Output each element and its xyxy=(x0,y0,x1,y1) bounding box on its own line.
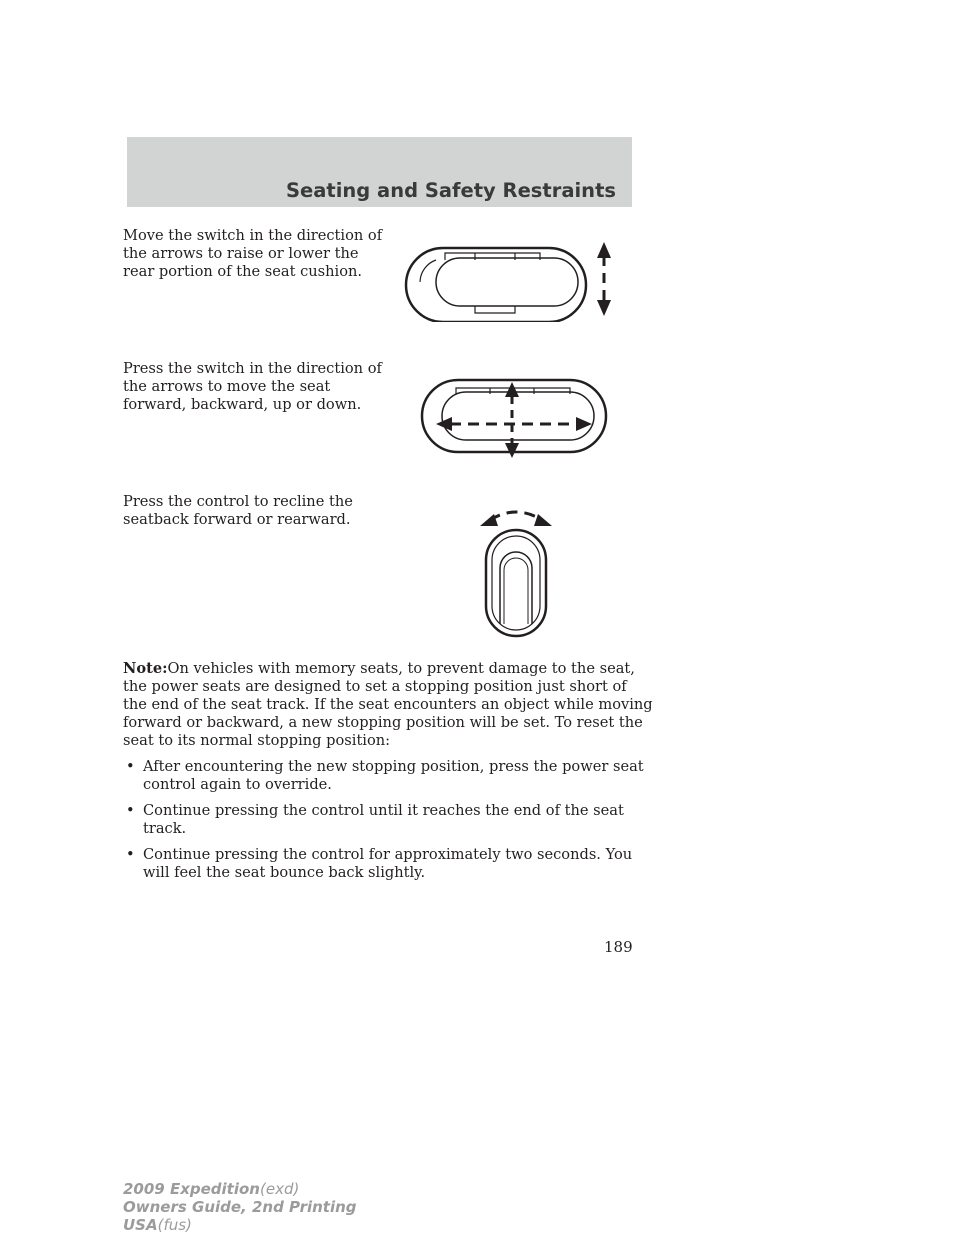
recline-control-icon xyxy=(476,504,556,638)
vertical-adjust-switch-icon xyxy=(400,238,620,322)
four-way-adjust-switch-icon xyxy=(420,378,610,460)
page-number: 189 xyxy=(604,938,633,956)
note-label: Note: xyxy=(123,660,168,677)
footer-line-1 xyxy=(123,1180,357,1198)
bullet-icon: • xyxy=(126,846,135,863)
section-title: Seating and Safety Restraints xyxy=(285,179,616,202)
list-item xyxy=(123,846,653,882)
note-text: On vehicles with memory seats, to prevent damage to the seat, the power seats are designed to set a stopping position just short of the end of the seat track. If the seat encounters an object while moving forward or backward, a new stopping position will be set. To reset the seat to its normal stopping position: xyxy=(123,660,653,749)
paragraph-cushion-tilt: Move the switch in the direction of the arrows to raise or lower the rear portion of the seat cushion. xyxy=(123,227,383,280)
paragraph-seat-move: Press the switch in the direction of the arrows to move the seat forward, backward, up or down. xyxy=(123,360,382,413)
document-footer xyxy=(123,1180,357,1234)
list-item-text: After encountering the new stopping position, press the power seat control again to override. xyxy=(143,758,644,793)
note-paragraph xyxy=(123,660,653,750)
list-item-text: Continue pressing the control until it reaches the end of the seat track. xyxy=(143,802,624,837)
footer-model-code: (exd) xyxy=(259,1180,300,1198)
list-item-text: Continue pressing the control for approximately two seconds. You will feel the seat bounce back slightly. xyxy=(143,846,633,881)
list-item xyxy=(123,802,653,838)
footer-line-2: Owners Guide, 2nd Printing xyxy=(123,1198,357,1216)
memory-seat-note xyxy=(123,660,653,882)
paragraph-recline: Press the control to recline the seatback forward or rearward. xyxy=(123,493,353,528)
footer-model: 2009 Expedition xyxy=(123,1180,260,1198)
footer-market-code: (fus) xyxy=(157,1216,192,1234)
bullet-icon: • xyxy=(126,758,135,775)
bullet-icon: • xyxy=(126,802,135,819)
section-header-band xyxy=(127,137,632,207)
footer-line-3 xyxy=(123,1216,357,1234)
footer-market: USA xyxy=(123,1216,158,1234)
list-item xyxy=(123,758,653,794)
